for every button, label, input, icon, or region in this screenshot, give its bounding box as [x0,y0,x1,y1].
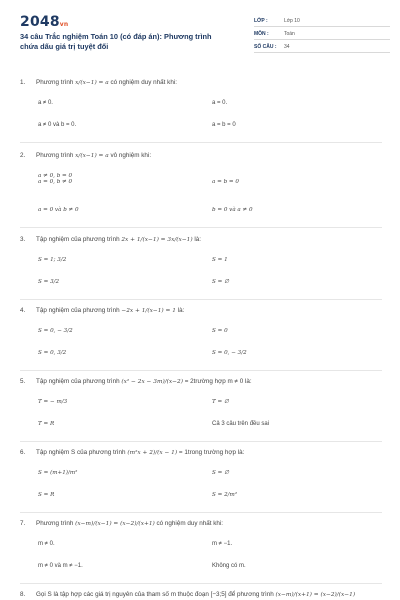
option-b[interactable] [212,470,229,476]
question-text-after: = 1trong trường hợp là: [177,449,245,456]
question-text-after: là: [192,236,202,243]
option-a[interactable] [38,399,67,405]
option-b[interactable]: m ≠ −1. [212,541,233,547]
meta-key-count: SỐ CÂU : [254,44,277,50]
option-c[interactable] [38,350,66,356]
option-a-formula: S = (m+1)/m² [38,470,78,476]
question-text [36,306,382,316]
question-formula: (x² − 2x − 3m)/(x−2) [121,379,183,385]
question-number: 6. [20,449,26,456]
option-a[interactable]: a ≠ 0. [38,100,53,106]
question-8 [20,590,382,600]
question-text [36,78,382,88]
question-1 [20,78,382,128]
option-b[interactable] [212,399,229,405]
option-b[interactable]: a = 0. [212,100,228,106]
logo-suffix: vn [59,21,69,28]
question-3 [20,235,382,285]
option-c[interactable] [38,279,59,285]
question-text-after: = 2trường hợp m ≠ 0 là: [183,378,252,385]
question-text-before: Tập nghiệm của phương trình [36,378,122,385]
question-formula: −2x + 1/(x−1) = 1 [121,308,176,314]
question-formula: (m²x + 2)/(x − 1) [127,450,178,456]
question-5 [20,377,382,427]
question-4 [20,306,382,356]
option-a[interactable]: m ≠ 0. [38,541,55,547]
option-a[interactable] [38,470,77,476]
question-number: 4. [20,307,26,314]
question-number: 5. [20,378,26,385]
option-b-formula: S = 1 [212,257,228,263]
question-divider [20,227,382,228]
option-d[interactable] [212,279,229,285]
document-meta [254,16,390,55]
option-a-formula: S = 0, − 3/2 [38,328,73,334]
question-stem [20,448,382,458]
option-d[interactable]: a = b = 0 [212,122,236,128]
meta-value-count: 34 [284,44,290,50]
option-d-formula: S = ∅ [212,279,229,285]
question-divider [20,512,382,513]
option-c-formula: a = 0 và b ≠ 0 [38,207,79,213]
question-text-before: Tập nghiệm của phương trình [36,236,122,243]
option-c-formula: S = 0, 3/2 [38,350,67,356]
question-divider [20,142,382,143]
question-text [36,377,382,387]
question-text-after: có nghiệm duy nhất khi: [154,520,224,527]
option-c[interactable] [38,421,54,427]
option-d-formula: S = 0, − 3/2 [212,350,247,356]
option-a-formula: T = − m/3 [38,399,68,405]
option-b[interactable] [212,179,239,185]
meta-row-class [254,16,390,27]
question-number: 3. [20,236,26,243]
question-text [36,235,382,245]
question-text [36,519,382,529]
meta-row-subject [254,29,390,40]
question-formula: x/(x−1) = a [75,153,109,159]
meta-value-subject: Toán [284,31,295,37]
option-d[interactable] [212,350,247,356]
question-2 [20,151,382,213]
question-text-after: là: [175,307,185,314]
site-logo[interactable] [20,14,68,30]
question-stem [20,519,382,529]
option-d-formula: S = 2/m² [212,492,238,498]
document-title-line-2: chứa dấu giá trị tuyệt đối [20,42,109,51]
document-title [20,32,235,52]
option-b-formula: S = 0 [212,328,228,334]
question-stem [20,590,382,600]
meta-value-class: Lớp 10 [284,18,300,24]
question-divider [20,370,382,371]
question-stem [20,151,382,161]
option-b-formula: S = ∅ [212,470,229,476]
option-a[interactable] [38,328,73,334]
option-c[interactable] [38,492,54,498]
question-divider [20,583,382,584]
meta-key-subject: MÔN : [254,31,269,37]
document-title-line-1: 34 câu Trắc nghiệm Toán 10 (có đáp án): Phương trình [20,32,212,41]
logo-text: 2048 [20,14,60,30]
option-c[interactable]: a ≠ 0 và b = 0. [38,122,77,128]
question-number: 8. [20,591,26,598]
question-stem [20,377,382,387]
option-d[interactable]: Không có m. [212,563,246,569]
question-6 [20,448,382,498]
option-b[interactable] [212,328,228,334]
question-text-before: Phương trình [36,79,76,86]
option-a-line-2: a = 0, b ≠ 0 [38,179,73,185]
question-divider [20,441,382,442]
option-a-formula: S = 1; 3/2 [38,257,67,263]
question-text-before: Phương trình [36,520,76,527]
option-d[interactable]: Cả 3 câu trên đều sai [212,421,270,427]
option-c-formula: T = R [38,421,55,427]
question-formula: x/(x−1) = a [75,80,109,86]
question-formula: 2x + 1/(x−1) = 3x/(x−1) [121,237,193,243]
question-text [36,151,382,161]
option-c-formula: S = R [38,492,55,498]
question-text-after: vô nghiệm khi: [108,152,152,159]
option-d[interactable] [212,207,253,213]
option-b-formula: T = ∅ [212,399,229,405]
option-c[interactable] [38,207,79,213]
question-text-after: có nghiệm duy nhất khi: [108,79,177,86]
question-stem [20,306,382,316]
option-a-line-1: a ≠ 0, b = 0 [38,173,73,179]
question-stem [20,235,382,245]
meta-key-class: LỚP : [254,18,268,24]
option-c[interactable]: m ≠ 0 và m ≠ −1. [38,563,83,569]
question-7 [20,519,382,569]
question-text [36,590,382,600]
question-text-before: Phương trình [36,152,76,159]
option-d-formula: b = 0 và a ≠ 0 [212,207,253,213]
option-b-formula: a = b = 0 [212,179,239,185]
question-stem [20,78,382,88]
question-text [36,448,382,458]
option-c-formula: S = 3/2 [38,279,60,285]
question-formula: (x−m)/(x+1) = (x−2)/(x−1) [275,592,356,598]
question-number: 2. [20,152,26,159]
question-text-before: Gọi S là tập hợp các giá trị nguyên của tham số m thuộc đoạn [−3;5] để phương trình [36,591,276,598]
option-a[interactable] [38,173,72,185]
question-text-before: Tập nghiệm của phương trình [36,307,122,314]
question-number: 7. [20,520,26,527]
option-b[interactable] [212,257,228,263]
question-number: 1. [20,79,26,86]
option-a[interactable] [38,257,66,263]
document-header [18,10,388,70]
question-text-before: Tập nghiệm S của phương trình [36,449,128,456]
option-d[interactable] [212,492,237,498]
meta-row-count [254,42,390,53]
question-formula: (x−m)/(x−1) = (x−2)/(x+1) [75,521,155,527]
question-divider [20,299,382,300]
